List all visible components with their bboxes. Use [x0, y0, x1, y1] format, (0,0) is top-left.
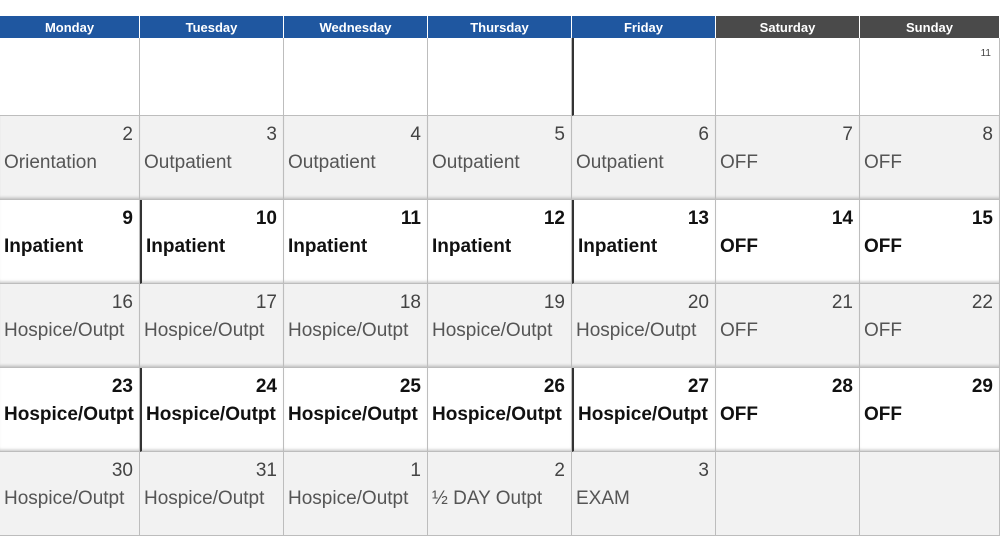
day-event: Outpatient: [576, 152, 664, 173]
day-number: 17: [255, 292, 277, 313]
day-cell[interactable]: [140, 38, 284, 116]
day-event: Hospice/Outpt: [288, 488, 409, 509]
day-event: Hospice/Outpt: [432, 404, 562, 425]
header-wednesday: Wednesday: [284, 16, 428, 38]
day-event: Hospice/Outpt: [146, 404, 276, 425]
day-number: 29: [971, 376, 993, 397]
day-cell[interactable]: [140, 368, 284, 452]
day-cell[interactable]: [860, 284, 1000, 368]
day-event: Inpatient: [578, 236, 658, 257]
day-event: Hospice/Outpt: [4, 488, 125, 509]
day-event: Hospice/Outpt: [4, 320, 125, 341]
day-number: 30: [111, 460, 133, 481]
day-number: 11: [400, 208, 421, 229]
day-cell[interactable]: [0, 284, 140, 368]
day-event: Inpatient: [288, 236, 368, 257]
day-number: 4: [410, 124, 421, 145]
day-number: 22: [971, 292, 993, 313]
day-number: 20: [687, 292, 709, 313]
day-cell[interactable]: [716, 38, 860, 116]
day-event: Outpatient: [288, 152, 376, 173]
header-friday: Friday: [572, 16, 716, 38]
day-event: Hospice/Outpt: [576, 320, 697, 341]
day-number: 15: [971, 208, 993, 229]
day-cell[interactable]: [428, 452, 572, 536]
day-cell[interactable]: [0, 38, 140, 116]
day-cell[interactable]: [284, 284, 428, 368]
day-event: OFF: [864, 320, 902, 341]
day-event: Inpatient: [432, 236, 512, 257]
day-cell[interactable]: [284, 452, 428, 536]
day-event: OFF: [720, 152, 758, 173]
day-cell[interactable]: [140, 116, 284, 200]
day-cell[interactable]: [572, 38, 716, 116]
day-cell[interactable]: [428, 368, 572, 452]
day-event: Hospice/Outpt: [144, 488, 265, 509]
day-number: 23: [111, 376, 133, 397]
day-event: Hospice/Outpt: [4, 404, 134, 425]
header-thursday: Thursday: [428, 16, 572, 38]
day-cell[interactable]: [860, 200, 1000, 284]
day-event: Hospice/Outpt: [288, 320, 409, 341]
day-number: 19: [543, 292, 565, 313]
day-number: 31: [255, 460, 277, 481]
day-event: EXAM: [576, 488, 630, 509]
day-cell[interactable]: [572, 116, 716, 200]
day-event: OFF: [864, 152, 902, 173]
day-cell[interactable]: [0, 200, 140, 284]
day-cell[interactable]: [572, 284, 716, 368]
day-number: 12: [543, 208, 565, 229]
day-number: 21: [831, 292, 853, 313]
day-event: OFF: [720, 404, 758, 425]
day-number: 24: [255, 376, 277, 397]
day-cell[interactable]: [716, 284, 860, 368]
day-event: OFF: [864, 404, 902, 425]
day-cell[interactable]: [428, 116, 572, 200]
day-number: 5: [554, 124, 565, 145]
day-number: 25: [399, 376, 421, 397]
day-event: OFF: [720, 236, 758, 257]
day-cell[interactable]: [284, 116, 428, 200]
day-cell[interactable]: [860, 368, 1000, 452]
day-event: Outpatient: [144, 152, 232, 173]
day-number: 9: [122, 208, 133, 229]
day-number: 13: [687, 208, 709, 229]
day-number: 7: [842, 124, 853, 145]
day-number: 14: [831, 208, 853, 229]
day-number: 2: [122, 124, 133, 145]
day-cell[interactable]: [0, 116, 140, 200]
day-event: OFF: [720, 320, 758, 341]
day-event: Inpatient: [146, 236, 226, 257]
day-cell[interactable]: [0, 368, 140, 452]
day-cell[interactable]: [428, 284, 572, 368]
day-cell[interactable]: [716, 452, 860, 536]
day-cell[interactable]: [284, 38, 428, 116]
day-cell[interactable]: [716, 116, 860, 200]
day-event: Orientation: [4, 152, 97, 173]
day-cell[interactable]: [284, 200, 428, 284]
day-event: OFF: [864, 236, 902, 257]
day-number: 11: [980, 48, 991, 59]
day-event: Hospice/Outpt: [578, 404, 708, 425]
day-cell[interactable]: [140, 200, 284, 284]
day-event: ½ DAY Outpt: [432, 488, 543, 509]
day-number: 1: [410, 460, 421, 481]
day-event: Hospice/Outpt: [432, 320, 553, 341]
day-event: Inpatient: [4, 236, 84, 257]
day-number: 26: [543, 376, 565, 397]
day-number: 3: [266, 124, 277, 145]
day-cell[interactable]: [716, 368, 860, 452]
day-cell[interactable]: [860, 38, 1000, 116]
day-cell[interactable]: [860, 452, 1000, 536]
header-monday: Monday: [0, 16, 140, 38]
day-cell[interactable]: [428, 200, 572, 284]
day-cell[interactable]: [572, 368, 716, 452]
header-saturday: Saturday: [716, 16, 860, 38]
day-event: Hospice/Outpt: [144, 320, 265, 341]
header-sunday: Sunday: [860, 16, 1000, 38]
day-number: 28: [831, 376, 853, 397]
day-number: 3: [698, 460, 709, 481]
day-cell[interactable]: [140, 284, 284, 368]
day-number: 27: [687, 376, 709, 397]
day-number: 8: [982, 124, 993, 145]
day-cell[interactable]: [0, 452, 140, 536]
day-cell[interactable]: [716, 200, 860, 284]
day-cell[interactable]: [428, 38, 572, 116]
day-number: 2: [554, 460, 565, 481]
month-calendar: [0, 16, 1000, 540]
day-number: 16: [111, 292, 133, 313]
day-event: Outpatient: [432, 152, 520, 173]
header-tuesday: Tuesday: [140, 16, 284, 38]
day-number: 18: [399, 292, 421, 313]
day-number: 10: [255, 208, 277, 229]
day-cell[interactable]: [140, 452, 284, 536]
day-cell[interactable]: [284, 368, 428, 452]
day-cell[interactable]: [572, 452, 716, 536]
day-event: Hospice/Outpt: [288, 404, 418, 425]
day-cell[interactable]: [572, 200, 716, 284]
day-cell[interactable]: [860, 116, 1000, 200]
day-number: 6: [698, 124, 709, 145]
